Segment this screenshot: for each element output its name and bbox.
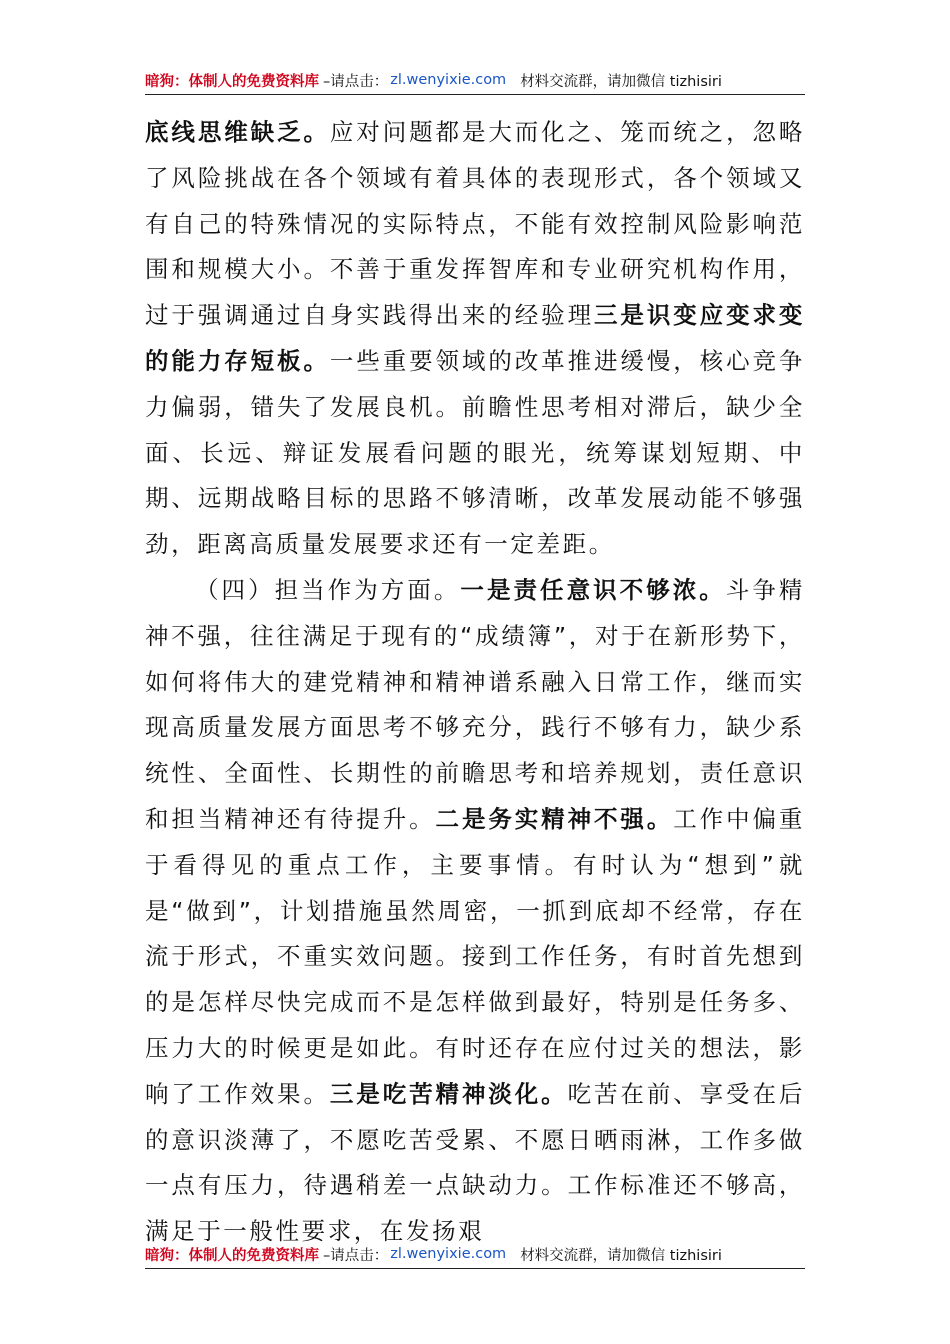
body-text: 吃苦在前、享受在后的意识淡薄了，不愿吃苦受累、不愿日晒雨淋，工作多做一点有压力，待遇稍差一点缺动力。工作标准还不够高，满足于一般性要求，在发扬艰 (145, 1079, 806, 1246)
header-banner (145, 66, 805, 95)
paragraph (145, 110, 805, 568)
section-heading: （四）担当作为方面。 (195, 575, 461, 604)
banner-brand: 暗狗：体制人的免费资料库 (145, 1247, 319, 1264)
bold-phrase: 三是识变应变求变的能力存短板。 (145, 301, 805, 375)
bold-phrase: 一是责任意识不够浓。 (460, 575, 726, 604)
body-text: 工作中偏重于看得见的重点工作，主要事情。有时认为“想到”就是“做到”，计划措施虽然周密，一抓到底却不经常，存在流于形式，不重实效问题。接到工作任务，有时首先想到的是怎样尽快完成而不是怎样做到最好，特别是任务多、压力大的时候更是如此。有时还存在应付过关的想法，影响了工作效果。 (145, 804, 805, 1108)
body-text: 一些重要领域的改革推进缓慢，核心竞争力偏弱，错失了发展良机。前瞻性思考相对滞后，缺少全面、长远、辩证发展看问题的眼光，统筹谋划短期、中期、远期战略目标的思路不够清晰，改革发展动能不够强劲，距离高质量发展要求还有一定差距。 (145, 346, 805, 559)
paragraph (145, 568, 805, 1255)
banner-prompt: –请点击： (323, 73, 389, 90)
footer-banner (145, 1240, 805, 1269)
banner-link[interactable]: zl.wenyixie.com (390, 72, 507, 88)
banner-contact: 材料交流群，请加微信 tizhisiri (520, 73, 722, 90)
document-body (145, 110, 805, 1255)
bold-phrase: 底线思维缺乏。 (145, 118, 330, 146)
body-text: 斗争精神不强，往往满足于现有的“成绩簿”，对于在新形势下，如何将伟大的建党精神和精神谱系融入日常工作，继而实现高质量发展方面思考不够充分，践行不够有力，缺少系统性、全面性、长期性的前瞻思考和培养规划，责任意识和担当精神还有待提升。 (145, 575, 805, 833)
banner-link[interactable]: zl.wenyixie.com (390, 1246, 507, 1262)
banner-contact: 材料交流群，请加微信 tizhisiri (520, 1247, 722, 1264)
banner-prompt: –请点击： (323, 1247, 389, 1264)
bold-phrase: 三是吃苦精神淡化。 (329, 1079, 568, 1108)
bold-phrase: 二是务实精神不强。 (435, 804, 674, 833)
body-text: 应对问题都是大而化之、笼而统之，忽略了风险挑战在各个领域有着具体的表现形式，各个领域又有自己的特殊情况的实际特点，不能有效控制风险影响范围和规模大小。不善于重发挥智库和专业研究机构作用，过于强调通过自身实践得出来的经验理 (145, 118, 805, 330)
banner-brand: 暗狗：体制人的免费资料库 (145, 73, 319, 90)
